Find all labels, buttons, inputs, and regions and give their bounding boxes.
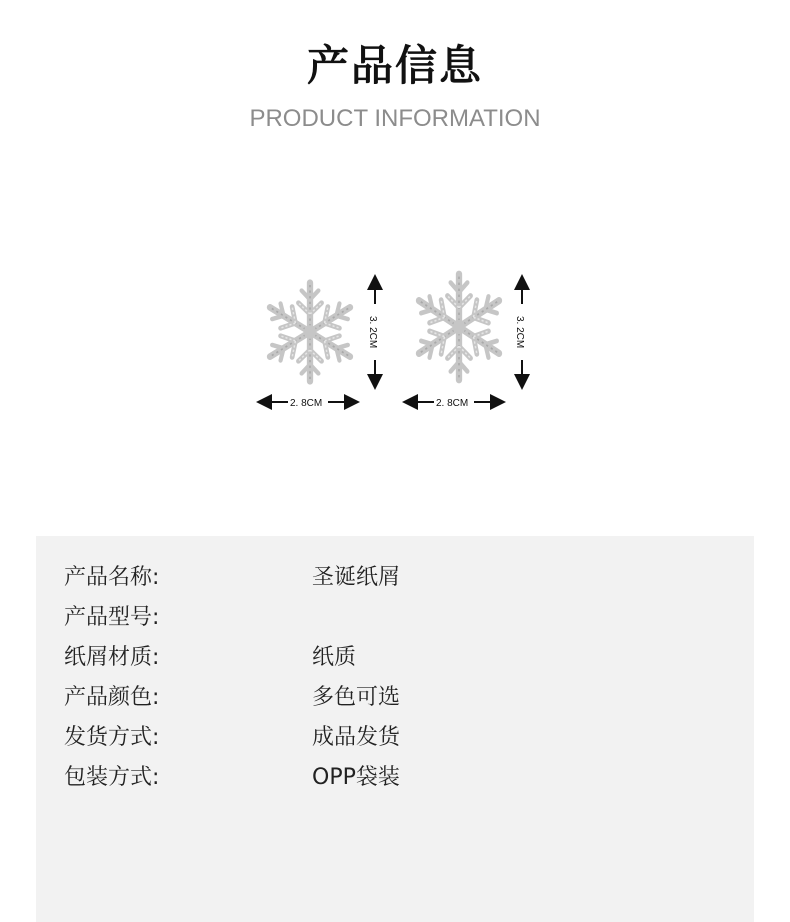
width-label-right: 2. 8CM bbox=[436, 398, 469, 409]
info-label: 产品名称: bbox=[64, 565, 160, 590]
height-label-left: 3. 2CM bbox=[367, 316, 378, 349]
info-row-model bbox=[64, 598, 724, 638]
info-label: 产品颜色: bbox=[64, 685, 160, 710]
page-title-cn: 产品信息 bbox=[306, 41, 483, 90]
snowflake-left bbox=[260, 278, 378, 409]
info-value: OPP袋装 bbox=[312, 765, 400, 790]
info-value: 纸质 bbox=[312, 645, 357, 670]
info-row-packaging bbox=[64, 758, 724, 798]
product-image-svg bbox=[250, 262, 540, 422]
snowflake-right bbox=[406, 274, 525, 409]
info-value: 多色可选 bbox=[312, 685, 401, 710]
info-row-shipping bbox=[64, 718, 724, 758]
info-label: 发货方式: bbox=[64, 725, 160, 750]
info-label: 产品型号: bbox=[64, 605, 160, 630]
info-row-name bbox=[64, 558, 724, 598]
width-label-left: 2. 8CM bbox=[290, 398, 323, 409]
info-value: 圣诞纸屑 bbox=[312, 565, 401, 590]
info-row-color bbox=[64, 678, 724, 718]
height-label-right: 3. 2CM bbox=[514, 316, 525, 349]
snowflake-glitter-icon bbox=[413, 274, 505, 380]
info-row-material bbox=[64, 638, 724, 678]
product-info-panel bbox=[36, 536, 754, 922]
info-label: 纸屑材质: bbox=[64, 645, 160, 670]
snowflake-glitter-icon bbox=[264, 283, 356, 382]
page-title-en: PRODUCT INFORMATION bbox=[249, 105, 541, 132]
info-value: 成品发货 bbox=[312, 725, 401, 750]
info-label: 包装方式: bbox=[64, 765, 160, 790]
product-image bbox=[250, 262, 540, 422]
